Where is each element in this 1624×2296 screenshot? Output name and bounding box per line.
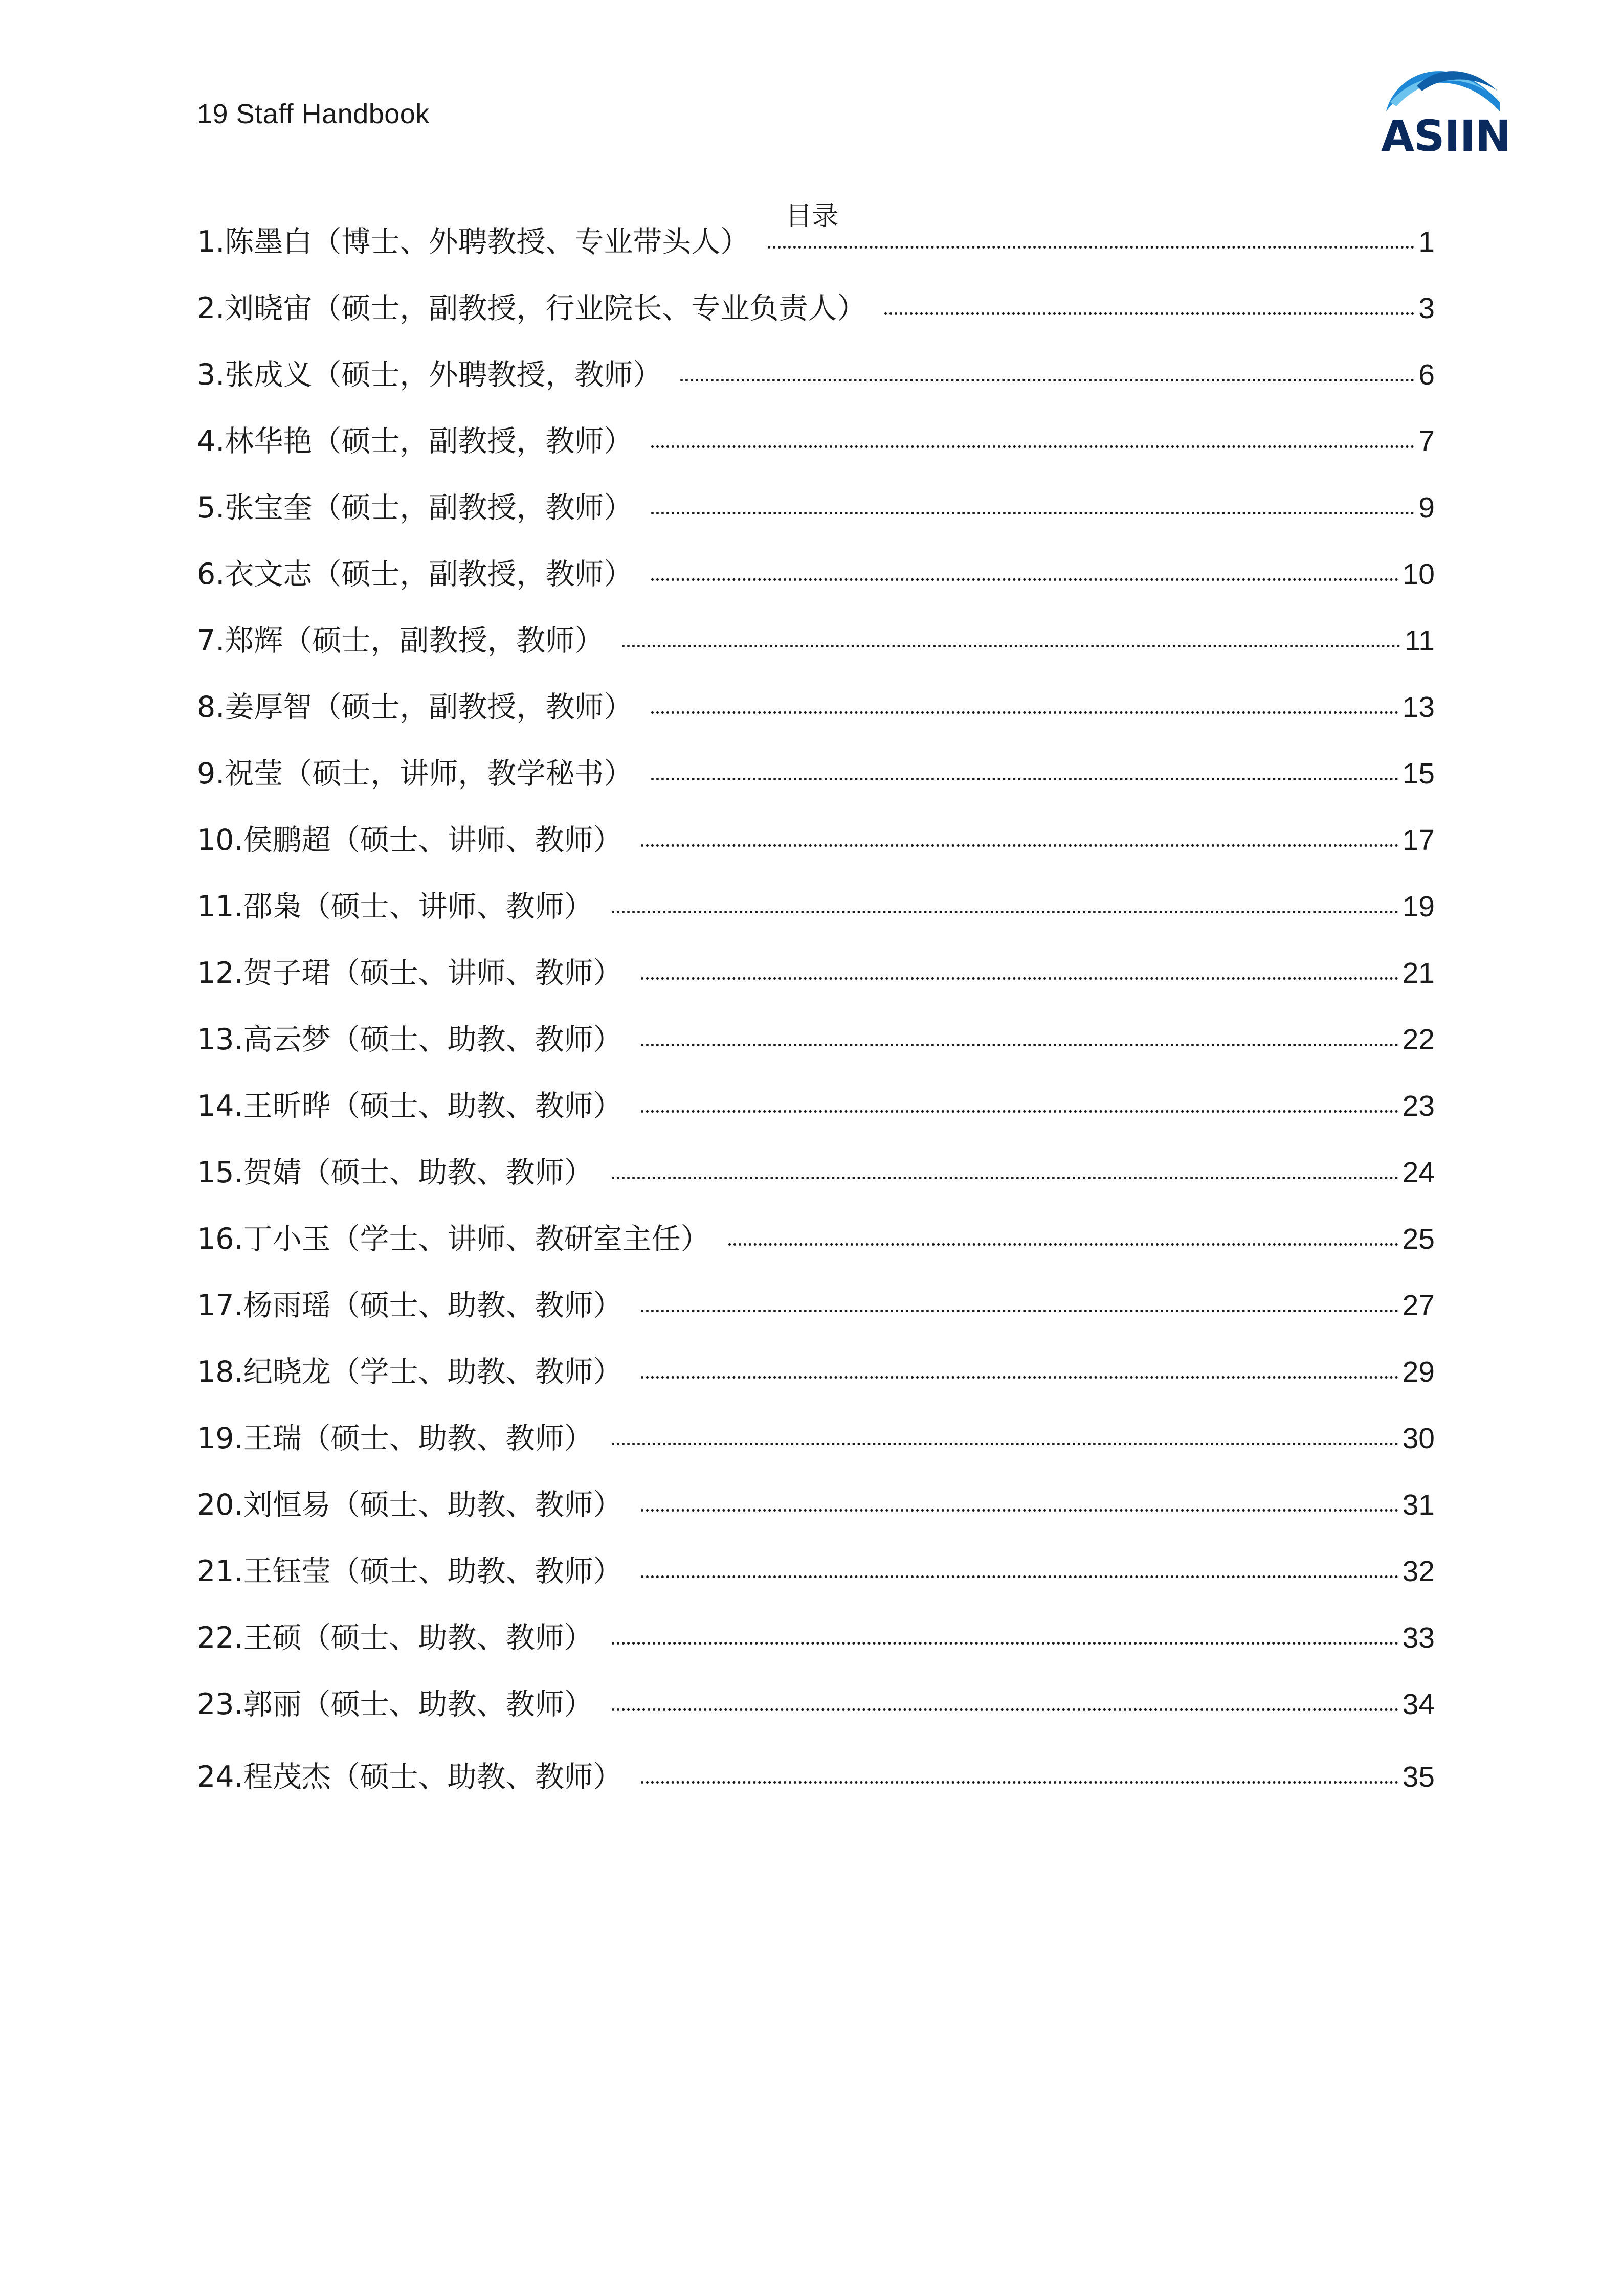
toc-entry[interactable] xyxy=(197,1291,1435,1358)
toc-entry-label: 18.纪晓龙（学士、助教、教师） xyxy=(197,1355,622,1389)
toc-entry[interactable] xyxy=(197,1158,1435,1225)
toc-entry[interactable] xyxy=(197,1760,1435,1829)
toc-dot-leader xyxy=(641,1044,1398,1046)
asiin-logo xyxy=(1381,55,1511,163)
toc-entry-label: 21.王钰莹（硕士、助教、教师） xyxy=(197,1555,622,1588)
toc-entry[interactable] xyxy=(197,1424,1435,1491)
toc-entry-page-number: 9 xyxy=(1418,491,1435,524)
toc-dot-leader xyxy=(641,1575,1398,1578)
toc-entry-label: 14.王昕晔（硕士、助教、教师） xyxy=(197,1089,622,1123)
toc-entry-page-number: 17 xyxy=(1402,824,1435,857)
logo-wordmark: ASIIN xyxy=(1381,111,1511,161)
toc-entry[interactable] xyxy=(197,1355,1435,1424)
toc-entry[interactable] xyxy=(197,1222,1435,1291)
toc-entry-label: 17.杨雨瑶（硕士、助教、教师） xyxy=(197,1289,622,1322)
toc-dot-leader xyxy=(612,1642,1398,1645)
toc-dot-leader xyxy=(680,379,1414,381)
toc-dot-leader xyxy=(651,711,1398,714)
toc-entry[interactable] xyxy=(197,759,1435,826)
toc-dot-leader xyxy=(612,911,1398,913)
toc-entry-label: 15.贺婧（硕士、助教、教师） xyxy=(197,1156,593,1189)
toc-entry-page-number: 13 xyxy=(1402,691,1435,724)
toc-entry-page-number: 3 xyxy=(1418,292,1435,325)
table-of-contents xyxy=(197,225,1435,1829)
toc-entry[interactable] xyxy=(197,291,1435,361)
toc-entry-page-number: 29 xyxy=(1402,1356,1435,1388)
toc-dot-leader xyxy=(641,1310,1398,1312)
toc-dot-leader xyxy=(641,844,1398,847)
toc-entry-page-number: 11 xyxy=(1404,624,1435,657)
toc-entry-label: 11.邵枭（硕士、讲师、教师） xyxy=(197,890,593,924)
toc-entry-label: 2.刘晓宙（硕士，副教授，行业院长、专业负责人） xyxy=(197,291,866,325)
toc-entry-page-number: 31 xyxy=(1402,1489,1435,1521)
toc-entry-label: 20.刘恒易（硕士、助教、教师） xyxy=(197,1488,622,1522)
toc-dot-leader xyxy=(651,445,1414,448)
toc-entry-page-number: 24 xyxy=(1402,1156,1435,1189)
toc-entry-label: 23.郭丽（硕士、助教、教师） xyxy=(197,1687,593,1721)
toc-entry-page-number: 25 xyxy=(1402,1223,1435,1255)
toc-dot-leader xyxy=(641,1781,1398,1784)
toc-entry[interactable] xyxy=(197,690,1435,759)
toc-entry[interactable] xyxy=(197,1557,1435,1624)
toc-dot-leader xyxy=(651,578,1398,581)
toc-entry-label: 13.高云梦（硕士、助教、教师） xyxy=(197,1023,622,1056)
toc-entry-page-number: 6 xyxy=(1418,358,1435,391)
toc-entry[interactable] xyxy=(197,493,1435,560)
toc-entry[interactable] xyxy=(197,1687,1435,1757)
toc-entry[interactable] xyxy=(197,557,1435,626)
toc-dot-leader xyxy=(641,977,1398,980)
toc-entry[interactable] xyxy=(197,225,1435,294)
toc-dot-leader xyxy=(641,1376,1398,1379)
toc-entry-page-number: 35 xyxy=(1402,1761,1435,1793)
toc-entry[interactable] xyxy=(197,358,1435,427)
toc-entry-page-number: 27 xyxy=(1402,1289,1435,1322)
toc-dot-leader xyxy=(884,312,1414,315)
toc-entry-page-number: 7 xyxy=(1418,425,1435,458)
toc-entry-label: 6.衣文志（硕士，副教授，教师） xyxy=(197,557,633,591)
toc-entry-label: 24.程茂杰（硕士、助教、教师） xyxy=(197,1760,622,1794)
toc-entry-label: 3.张成义（硕士，外聘教授，教师） xyxy=(197,358,662,392)
logo-arc-icon xyxy=(1381,55,1504,117)
toc-entry[interactable] xyxy=(197,1089,1435,1158)
toc-dot-leader xyxy=(728,1243,1398,1246)
toc-dot-leader xyxy=(651,778,1398,780)
toc-entry-page-number: 30 xyxy=(1402,1422,1435,1455)
toc-entry[interactable] xyxy=(197,626,1435,693)
toc-entry-page-number: 23 xyxy=(1402,1090,1435,1122)
toc-entry-page-number: 10 xyxy=(1402,558,1435,591)
toc-entry-page-number: 1 xyxy=(1418,226,1435,258)
toc-entry[interactable] xyxy=(197,1488,1435,1557)
toc-entry-page-number: 21 xyxy=(1402,957,1435,989)
toc-entry-label: 1.陈墨白（博士、外聘教授、专业带头人） xyxy=(197,225,750,259)
document-header-title: 19 Staff Handbook xyxy=(197,99,430,129)
toc-entry[interactable] xyxy=(197,892,1435,959)
toc-entry-label: 10.侯鹏超（硕士、讲师、教师） xyxy=(197,823,622,857)
toc-entry-label: 12.贺子珺（硕士、讲师、教师） xyxy=(197,956,622,990)
toc-dot-leader xyxy=(641,1110,1398,1113)
toc-entry-label: 5.张宝奎（硕士，副教授，教师） xyxy=(197,491,633,525)
toc-entry-label: 16.丁小玉（学士、讲师、教研室主任） xyxy=(197,1222,710,1256)
toc-entry-label: 4.林华艳（硕士，副教授，教师） xyxy=(197,424,633,458)
toc-title: 目录 xyxy=(785,201,839,232)
toc-entry-page-number: 22 xyxy=(1402,1023,1435,1056)
toc-entry-page-number: 15 xyxy=(1402,757,1435,790)
toc-entry-page-number: 32 xyxy=(1402,1555,1435,1588)
toc-dot-leader xyxy=(651,512,1414,514)
toc-entry[interactable] xyxy=(197,956,1435,1025)
toc-entry-page-number: 19 xyxy=(1402,890,1435,923)
toc-dot-leader xyxy=(612,1708,1398,1711)
toc-entry-label: 9.祝莹（硕士，讲师，教学秘书） xyxy=(197,757,633,791)
toc-entry-label: 8.姜厚智（硕士，副教授，教师） xyxy=(197,690,633,724)
toc-entry[interactable] xyxy=(197,1621,1435,1690)
toc-entry-label: 22.王硕（硕士、助教、教师） xyxy=(197,1621,593,1655)
toc-entry-page-number: 33 xyxy=(1402,1622,1435,1654)
toc-entry-label: 19.王瑞（硕士、助教、教师） xyxy=(197,1422,593,1455)
toc-dot-leader xyxy=(768,246,1414,249)
toc-entry-label: 7.郑辉（硕士，副教授，教师） xyxy=(197,624,604,658)
toc-dot-leader xyxy=(612,1443,1398,1445)
toc-entry-page-number: 34 xyxy=(1402,1688,1435,1721)
toc-entry[interactable] xyxy=(197,823,1435,892)
toc-entry[interactable] xyxy=(197,424,1435,493)
toc-dot-leader xyxy=(641,1509,1398,1512)
toc-dot-leader xyxy=(612,1177,1398,1179)
toc-entry[interactable] xyxy=(197,1025,1435,1092)
toc-dot-leader xyxy=(622,645,1400,647)
